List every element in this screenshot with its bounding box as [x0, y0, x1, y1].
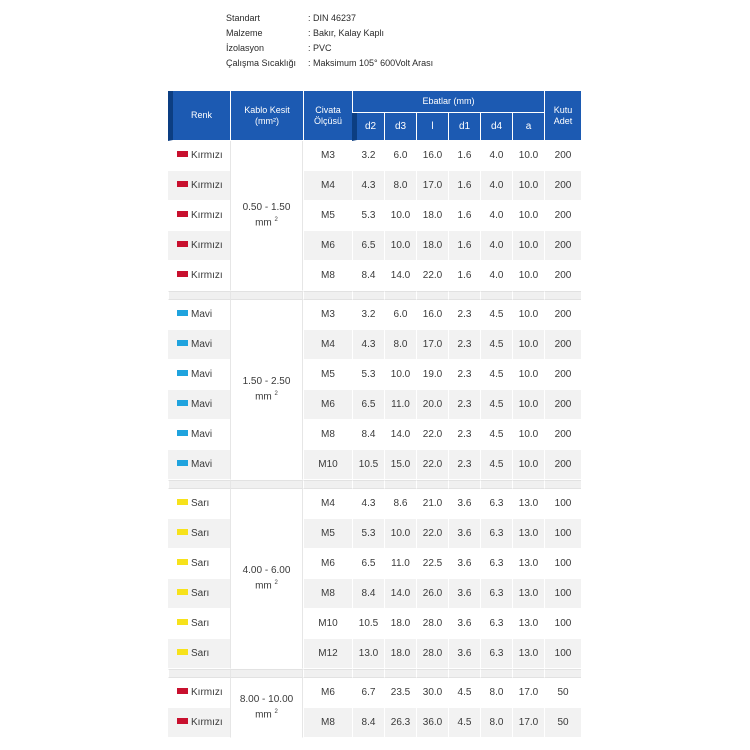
kablo-unit: mm [255, 709, 272, 721]
cell-civata: M5 [303, 519, 352, 549]
cell-a: 10.0 [512, 171, 544, 201]
cell-kutu: 200 [544, 261, 581, 291]
spec-label: Çalışma Sıcaklığı [226, 58, 297, 68]
color-swatch [177, 181, 188, 187]
kablo-range: 0.50 - 1.50 [242, 202, 291, 214]
cell-civata: M4 [303, 489, 352, 519]
kablo-range: 1.50 - 2.50 [242, 376, 291, 388]
cell-a: 17.0 [512, 708, 544, 738]
cell-d2: 5.3 [352, 201, 384, 231]
cell-a: 13.0 [512, 579, 544, 609]
cell-kutu: 100 [544, 639, 581, 669]
color-swatch [177, 271, 188, 277]
color-label: Kırmızı [191, 209, 223, 221]
cell-d4: 6.3 [480, 579, 512, 609]
color-label: Sarı [191, 497, 210, 509]
group-separator [168, 480, 581, 489]
cell-d1: 2.3 [448, 450, 480, 480]
cell-d1: 1.6 [448, 231, 480, 261]
cell-d2: 8.4 [352, 579, 384, 609]
cell-d1: 2.3 [448, 420, 480, 450]
cell-a: 10.0 [512, 231, 544, 261]
product-table [168, 91, 581, 738]
spec-label: Malzeme [226, 28, 263, 38]
cell-kutu: 200 [544, 330, 581, 360]
cell-l: 18.0 [416, 201, 448, 231]
cell-d4: 4.5 [480, 450, 512, 480]
cell-civata: M6 [303, 390, 352, 420]
spec-row [226, 11, 433, 26]
spec-value: : Maksimum 105° 600Volt Arası [308, 58, 434, 68]
cell-d3: 15.0 [384, 450, 416, 480]
cell-d2: 3.2 [352, 300, 384, 330]
cell-d1: 4.5 [448, 708, 480, 738]
cell-d4: 4.5 [480, 390, 512, 420]
cell-d4: 8.0 [480, 708, 512, 738]
cell-d4: 4.5 [480, 300, 512, 330]
cell-kutu: 200 [544, 360, 581, 390]
group-separator [168, 291, 581, 300]
cell-l: 22.0 [416, 261, 448, 291]
cell-a: 10.0 [512, 360, 544, 390]
cell-renk [168, 300, 230, 330]
cell-renk [168, 390, 230, 420]
cell-a: 10.0 [512, 261, 544, 291]
cell-civata: M8 [303, 708, 352, 738]
color-swatch [177, 310, 188, 316]
cell-l: 30.0 [416, 678, 448, 708]
cell-d4: 4.5 [480, 330, 512, 360]
kablo-unit-exponent: 2 [274, 391, 278, 398]
color-label: Mavi [191, 308, 213, 320]
cell-a: 10.0 [512, 330, 544, 360]
color-swatch [177, 589, 188, 595]
header-renk-label: Renk [190, 110, 212, 120]
cell-d2: 5.3 [352, 360, 384, 390]
cell-l: 20.0 [416, 390, 448, 420]
cell-renk [168, 420, 230, 450]
cell-kutu: 100 [544, 579, 581, 609]
table-row [168, 300, 581, 330]
cell-renk [168, 450, 230, 480]
cell-a: 13.0 [512, 639, 544, 669]
color-swatch [177, 529, 188, 535]
header-kutu-adet [544, 91, 581, 141]
header-kablo-line2: (mm²) [255, 115, 279, 126]
table-row [168, 450, 581, 480]
cell-d4: 6.3 [480, 519, 512, 549]
cell-d2: 6.5 [352, 231, 384, 261]
color-label: Kırmızı [191, 716, 223, 728]
cell-d2: 6.7 [352, 678, 384, 708]
cell-d1: 2.3 [448, 360, 480, 390]
cell-d3: 10.0 [384, 519, 416, 549]
cell-kutu: 200 [544, 420, 581, 450]
table-row [168, 519, 581, 549]
cell-l: 18.0 [416, 231, 448, 261]
table-row [168, 549, 581, 579]
header-dim-d3: d3 [384, 113, 416, 141]
cell-d1: 2.3 [448, 390, 480, 420]
spec-row [226, 26, 433, 41]
cell-kutu: 100 [544, 609, 581, 639]
color-label: Mavi [191, 458, 213, 470]
cell-d3: 10.0 [384, 360, 416, 390]
color-swatch [177, 151, 188, 157]
color-swatch [177, 499, 188, 505]
header-civata [303, 91, 352, 141]
spec-label: İzolasyon [226, 43, 265, 53]
color-swatch [177, 649, 188, 655]
table-row [168, 201, 581, 231]
cell-d1: 1.6 [448, 171, 480, 201]
cell-civata: M8 [303, 420, 352, 450]
cell-civata: M8 [303, 579, 352, 609]
cell-d2: 3.2 [352, 141, 384, 171]
cell-l: 17.0 [416, 330, 448, 360]
color-label: Sarı [191, 647, 210, 659]
table-row [168, 330, 581, 360]
cell-d1: 1.6 [448, 201, 480, 231]
color-swatch [177, 559, 188, 565]
cell-d2: 8.4 [352, 708, 384, 738]
cell-kutu: 200 [544, 201, 581, 231]
table-row [168, 489, 581, 519]
cell-renk [168, 261, 230, 291]
cell-renk [168, 201, 230, 231]
cell-a: 10.0 [512, 141, 544, 171]
table-row [168, 708, 581, 738]
cell-a: 17.0 [512, 678, 544, 708]
cell-d1: 3.6 [448, 519, 480, 549]
header-kutu-line2: Adet [553, 115, 573, 126]
color-label: Mavi [191, 428, 213, 440]
header-civata-line1: Civata [315, 104, 341, 115]
cell-civata: M5 [303, 201, 352, 231]
color-swatch [177, 718, 188, 724]
color-label: Mavi [191, 338, 213, 350]
cell-d1: 1.6 [448, 141, 480, 171]
table-row [168, 678, 581, 708]
color-label: Mavi [191, 398, 213, 410]
cell-l: 22.5 [416, 549, 448, 579]
cell-kablo-kesit [230, 489, 303, 669]
kablo-range: 8.00 - 10.00 [239, 694, 294, 706]
color-swatch [177, 460, 188, 466]
cell-d3: 14.0 [384, 261, 416, 291]
cell-l: 28.0 [416, 609, 448, 639]
cell-civata: M4 [303, 171, 352, 201]
cell-civata: M6 [303, 678, 352, 708]
cell-d3: 10.0 [384, 231, 416, 261]
spec-row [226, 41, 433, 56]
cell-d3: 6.0 [384, 141, 416, 171]
cell-d4: 6.3 [480, 609, 512, 639]
cell-a: 10.0 [512, 420, 544, 450]
table-row [168, 609, 581, 639]
cell-d4: 4.0 [480, 201, 512, 231]
cell-d4: 8.0 [480, 678, 512, 708]
cell-kutu: 100 [544, 519, 581, 549]
kablo-unit: mm [255, 391, 272, 403]
cell-kutu: 200 [544, 450, 581, 480]
table-row [168, 420, 581, 450]
color-label: Sarı [191, 557, 210, 569]
group-separator [168, 669, 581, 678]
cell-a: 13.0 [512, 489, 544, 519]
header-ebatlar-label: Ebatlar (mm) [422, 96, 475, 106]
cell-kutu: 100 [544, 549, 581, 579]
color-label: Kırmızı [191, 686, 223, 698]
cell-l: 19.0 [416, 360, 448, 390]
spec-list [226, 11, 433, 71]
cell-l: 22.0 [416, 450, 448, 480]
cell-kutu: 100 [544, 489, 581, 519]
cell-d3: 23.5 [384, 678, 416, 708]
color-label: Mavi [191, 368, 213, 380]
cell-l: 16.0 [416, 141, 448, 171]
color-label: Sarı [191, 617, 210, 629]
cell-d4: 4.5 [480, 360, 512, 390]
cell-d2: 4.3 [352, 330, 384, 360]
header-dim-a: a [512, 113, 544, 141]
header-civata-line2: Ölçüsü [313, 115, 342, 126]
header-kablo-kesit [230, 91, 303, 141]
cell-d3: 18.0 [384, 609, 416, 639]
cell-d3: 6.0 [384, 300, 416, 330]
cell-d4: 4.0 [480, 231, 512, 261]
cell-d4: 4.0 [480, 261, 512, 291]
table-row [168, 639, 581, 669]
header-ebatlar [352, 91, 544, 113]
cell-a: 13.0 [512, 549, 544, 579]
cell-d4: 4.0 [480, 171, 512, 201]
cell-renk [168, 489, 230, 519]
color-label: Sarı [191, 527, 210, 539]
cell-kutu: 200 [544, 390, 581, 420]
cell-kablo-kesit [230, 678, 303, 738]
cell-d2: 4.3 [352, 489, 384, 519]
cell-renk [168, 360, 230, 390]
cell-d3: 26.3 [384, 708, 416, 738]
cell-renk [168, 609, 230, 639]
cell-d2: 10.5 [352, 609, 384, 639]
cell-civata: M6 [303, 549, 352, 579]
header-kutu-line1: Kutu [553, 104, 573, 115]
cell-civata: M10 [303, 450, 352, 480]
cell-d2: 10.5 [352, 450, 384, 480]
header-renk [168, 91, 230, 141]
cell-d2: 6.5 [352, 549, 384, 579]
color-swatch [177, 619, 188, 625]
cell-renk [168, 141, 230, 171]
table-header [168, 91, 581, 141]
cell-kutu: 50 [544, 678, 581, 708]
cell-civata: M12 [303, 639, 352, 669]
cell-kablo-kesit [230, 300, 303, 480]
header-kablo-line1: Kablo Kesit [244, 104, 290, 115]
cell-d3: 14.0 [384, 579, 416, 609]
cell-renk [168, 549, 230, 579]
cell-d4: 4.5 [480, 420, 512, 450]
table-row [168, 579, 581, 609]
cell-l: 26.0 [416, 579, 448, 609]
cell-l: 36.0 [416, 708, 448, 738]
cell-a: 13.0 [512, 519, 544, 549]
table-body [168, 141, 581, 738]
cell-d2: 6.5 [352, 390, 384, 420]
cell-renk [168, 519, 230, 549]
cell-kutu: 50 [544, 708, 581, 738]
color-swatch [177, 430, 188, 436]
cell-d1: 3.6 [448, 549, 480, 579]
kablo-unit-exponent: 2 [274, 580, 278, 587]
cell-civata: M4 [303, 330, 352, 360]
cell-d3: 8.0 [384, 330, 416, 360]
header-dim-d1: d1 [448, 113, 480, 141]
color-label: Kırmızı [191, 149, 223, 161]
cell-civata: M10 [303, 609, 352, 639]
kablo-range: 4.00 - 6.00 [242, 565, 291, 577]
cell-a: 13.0 [512, 609, 544, 639]
cell-d1: 4.5 [448, 678, 480, 708]
cell-l: 22.0 [416, 519, 448, 549]
cell-d2: 4.3 [352, 171, 384, 201]
cell-a: 10.0 [512, 300, 544, 330]
kablo-unit: mm [255, 580, 272, 592]
spec-label: Standart [226, 13, 261, 23]
cell-a: 10.0 [512, 390, 544, 420]
cell-d1: 2.3 [448, 300, 480, 330]
cell-kablo-kesit [230, 141, 303, 291]
cell-d3: 11.0 [384, 549, 416, 579]
cell-d1: 1.6 [448, 261, 480, 291]
spec-value: : Bakır, Kalay Kaplı [308, 28, 385, 38]
cell-civata: M3 [303, 300, 352, 330]
color-swatch [177, 241, 188, 247]
header-dim-l: l [416, 113, 448, 141]
spec-value: : PVC [308, 43, 332, 53]
cell-d4: 6.3 [480, 549, 512, 579]
cell-renk [168, 330, 230, 360]
cell-d2: 13.0 [352, 639, 384, 669]
cell-renk [168, 708, 230, 738]
table-row [168, 141, 581, 171]
spec-value: : DIN 46237 [308, 13, 357, 23]
cell-l: 21.0 [416, 489, 448, 519]
header-dim-d4: d4 [480, 113, 512, 141]
cell-renk [168, 171, 230, 201]
cell-l: 16.0 [416, 300, 448, 330]
cell-kutu: 200 [544, 141, 581, 171]
cell-d2: 8.4 [352, 420, 384, 450]
cell-d1: 3.6 [448, 489, 480, 519]
cell-d3: 8.0 [384, 171, 416, 201]
cell-l: 22.0 [416, 420, 448, 450]
header-dim-d2: d2 [352, 113, 384, 141]
cell-renk [168, 231, 230, 261]
color-swatch [177, 370, 188, 376]
cell-renk [168, 678, 230, 708]
table-row [168, 231, 581, 261]
cell-d2: 5.3 [352, 519, 384, 549]
cell-civata: M5 [303, 360, 352, 390]
cell-d4: 6.3 [480, 639, 512, 669]
cell-civata: M8 [303, 261, 352, 291]
color-label: Kırmızı [191, 239, 223, 251]
cell-civata: M6 [303, 231, 352, 261]
color-swatch [177, 211, 188, 217]
table-row [168, 171, 581, 201]
cell-d3: 11.0 [384, 390, 416, 420]
cell-d2: 8.4 [352, 261, 384, 291]
cell-d3: 8.6 [384, 489, 416, 519]
table-row [168, 390, 581, 420]
cell-l: 17.0 [416, 171, 448, 201]
cell-d1: 3.6 [448, 609, 480, 639]
color-label: Sarı [191, 587, 210, 599]
cell-civata: M3 [303, 141, 352, 171]
cell-renk [168, 639, 230, 669]
table-row [168, 261, 581, 291]
kablo-unit: mm [255, 217, 272, 229]
cell-d4: 4.0 [480, 141, 512, 171]
cell-d3: 14.0 [384, 420, 416, 450]
cell-d3: 18.0 [384, 639, 416, 669]
color-swatch [177, 688, 188, 694]
cell-kutu: 200 [544, 231, 581, 261]
cell-kutu: 200 [544, 171, 581, 201]
cell-d4: 6.3 [480, 489, 512, 519]
spec-row [226, 56, 433, 71]
cell-a: 10.0 [512, 201, 544, 231]
color-label: Kırmızı [191, 269, 223, 281]
color-label: Kırmızı [191, 179, 223, 191]
color-swatch [177, 340, 188, 346]
cell-renk [168, 579, 230, 609]
cell-d3: 10.0 [384, 201, 416, 231]
table-row [168, 360, 581, 390]
cell-a: 10.0 [512, 450, 544, 480]
cell-d1: 3.6 [448, 639, 480, 669]
kablo-unit-exponent: 2 [274, 709, 278, 716]
kablo-unit-exponent: 2 [274, 217, 278, 224]
color-swatch [177, 400, 188, 406]
cell-l: 28.0 [416, 639, 448, 669]
cell-d1: 3.6 [448, 579, 480, 609]
cell-kutu: 200 [544, 300, 581, 330]
cell-d1: 2.3 [448, 330, 480, 360]
